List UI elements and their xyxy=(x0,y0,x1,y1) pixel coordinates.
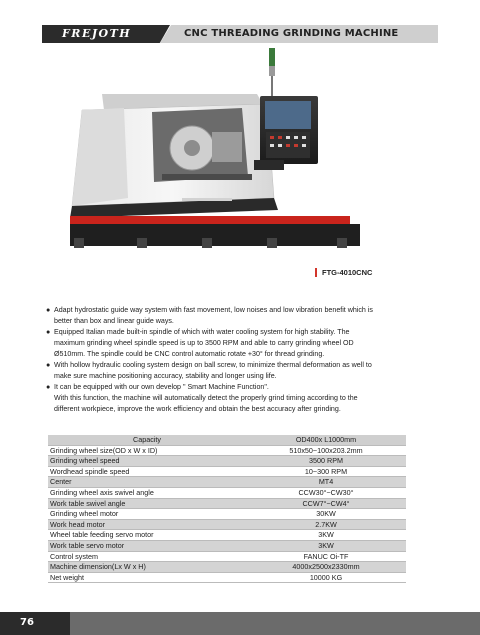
feature-item xyxy=(46,360,418,382)
feature-item xyxy=(46,382,418,415)
bullet-icon: ● xyxy=(46,361,51,369)
table-row xyxy=(48,540,406,551)
model-label: FTG-4010CNC xyxy=(315,268,372,277)
spec-label: Work table servo motor xyxy=(48,540,246,551)
feature-line: With this function, the machine will automatically detect the properly grind timing according to the xyxy=(54,394,358,402)
feature-item xyxy=(46,305,418,327)
spec-value: 510x50~100x203.2mm xyxy=(246,445,406,456)
page-title: CNC THREADING GRINDING MACHINE xyxy=(184,28,399,39)
spec-label: Work head motor xyxy=(48,519,246,530)
page-number: 76 xyxy=(20,617,34,628)
table-row xyxy=(48,487,406,498)
table-header-cell: Capacity xyxy=(48,435,246,445)
spec-label: Center xyxy=(48,477,246,488)
bullet-icon: ● xyxy=(46,328,51,336)
spec-label: Control system xyxy=(48,551,246,562)
table-row xyxy=(48,551,406,562)
table-row xyxy=(48,519,406,530)
feature-line: Equipped Italian made built-in spindle of which with water cooling system for high stability. The xyxy=(54,328,350,336)
spec-value: CCW30°~CW30° xyxy=(246,487,406,498)
feature-item xyxy=(46,327,418,360)
spec-label: Machine dimension(Lx W x H) xyxy=(48,562,246,573)
table-row xyxy=(48,466,406,477)
feature-line: maximum grinding wheel spindle speed is up to 3500 RPM and able to carry grinding wheel OD xyxy=(54,339,354,347)
brand-logo: FREJOTH xyxy=(62,27,132,40)
spec-label: Work table swivel angle xyxy=(48,498,246,509)
table-header-cell: OD400x L1000mm xyxy=(246,435,406,445)
feature-line: better than box and linear guide ways. xyxy=(54,317,174,325)
page-number-block xyxy=(0,612,70,635)
table-row xyxy=(48,509,406,520)
spec-value: 4000x2500x2330mm xyxy=(246,562,406,573)
spec-value: 3KW xyxy=(246,540,406,551)
feature-line: It can be equipped with our own develop " Smart Machine Function". xyxy=(54,383,269,391)
spec-label: Grinding wheel size(OD x W x ID) xyxy=(48,445,246,456)
spec-value: CCW7°~CW4° xyxy=(246,498,406,509)
spec-value: 3500 RPM xyxy=(246,456,406,467)
spec-label: Grinding wheel motor xyxy=(48,509,246,520)
spec-value: 30KW xyxy=(246,509,406,520)
feature-line: With hollow hydraulic cooling system design on ball screw, to minimize thermal deformation as well to xyxy=(54,361,372,369)
spec-label: Grinding wheel speed xyxy=(48,456,246,467)
spec-value: 10000 KG xyxy=(246,572,406,583)
table-row xyxy=(48,572,406,583)
table-row xyxy=(48,530,406,541)
machine-image xyxy=(42,48,387,263)
feature-list xyxy=(46,305,418,415)
feature-line: Ø510mm. The spindle could be CNC control automatic rotate +30° for thread grinding. xyxy=(54,350,325,358)
bullet-icon: ● xyxy=(46,383,51,391)
table-row xyxy=(48,477,406,488)
feature-line: Adapt hydrostatic guide way system with fast movement, low noises and low vibration benefit which is xyxy=(54,306,373,314)
spec-value: 3KW xyxy=(246,530,406,541)
spec-value: 10~300 RPM xyxy=(246,466,406,477)
table-row xyxy=(48,498,406,509)
spec-value: FANUC Oi-TF xyxy=(246,551,406,562)
table-row xyxy=(48,445,406,456)
feature-line: different workpiece, improve the work efficiency and obtain the best accuracy after grinding. xyxy=(54,405,341,413)
spec-label: Grinding wheel axis swivel angle xyxy=(48,487,246,498)
footer-bar xyxy=(0,612,480,635)
feature-line: make sure machine positioning accuracy, stability and longer using life. xyxy=(54,372,277,380)
spec-label: Net weight xyxy=(48,572,246,583)
table-header-row xyxy=(48,435,406,445)
bullet-icon: ● xyxy=(46,306,51,314)
table-row xyxy=(48,456,406,467)
spec-value: MT4 xyxy=(246,477,406,488)
spec-value: 2.7KW xyxy=(246,519,406,530)
spec-label: Wordhead spindle speed xyxy=(48,466,246,477)
table-row xyxy=(48,562,406,573)
spec-table xyxy=(48,435,406,583)
spec-label: Wheel table feeding servo motor xyxy=(48,530,246,541)
